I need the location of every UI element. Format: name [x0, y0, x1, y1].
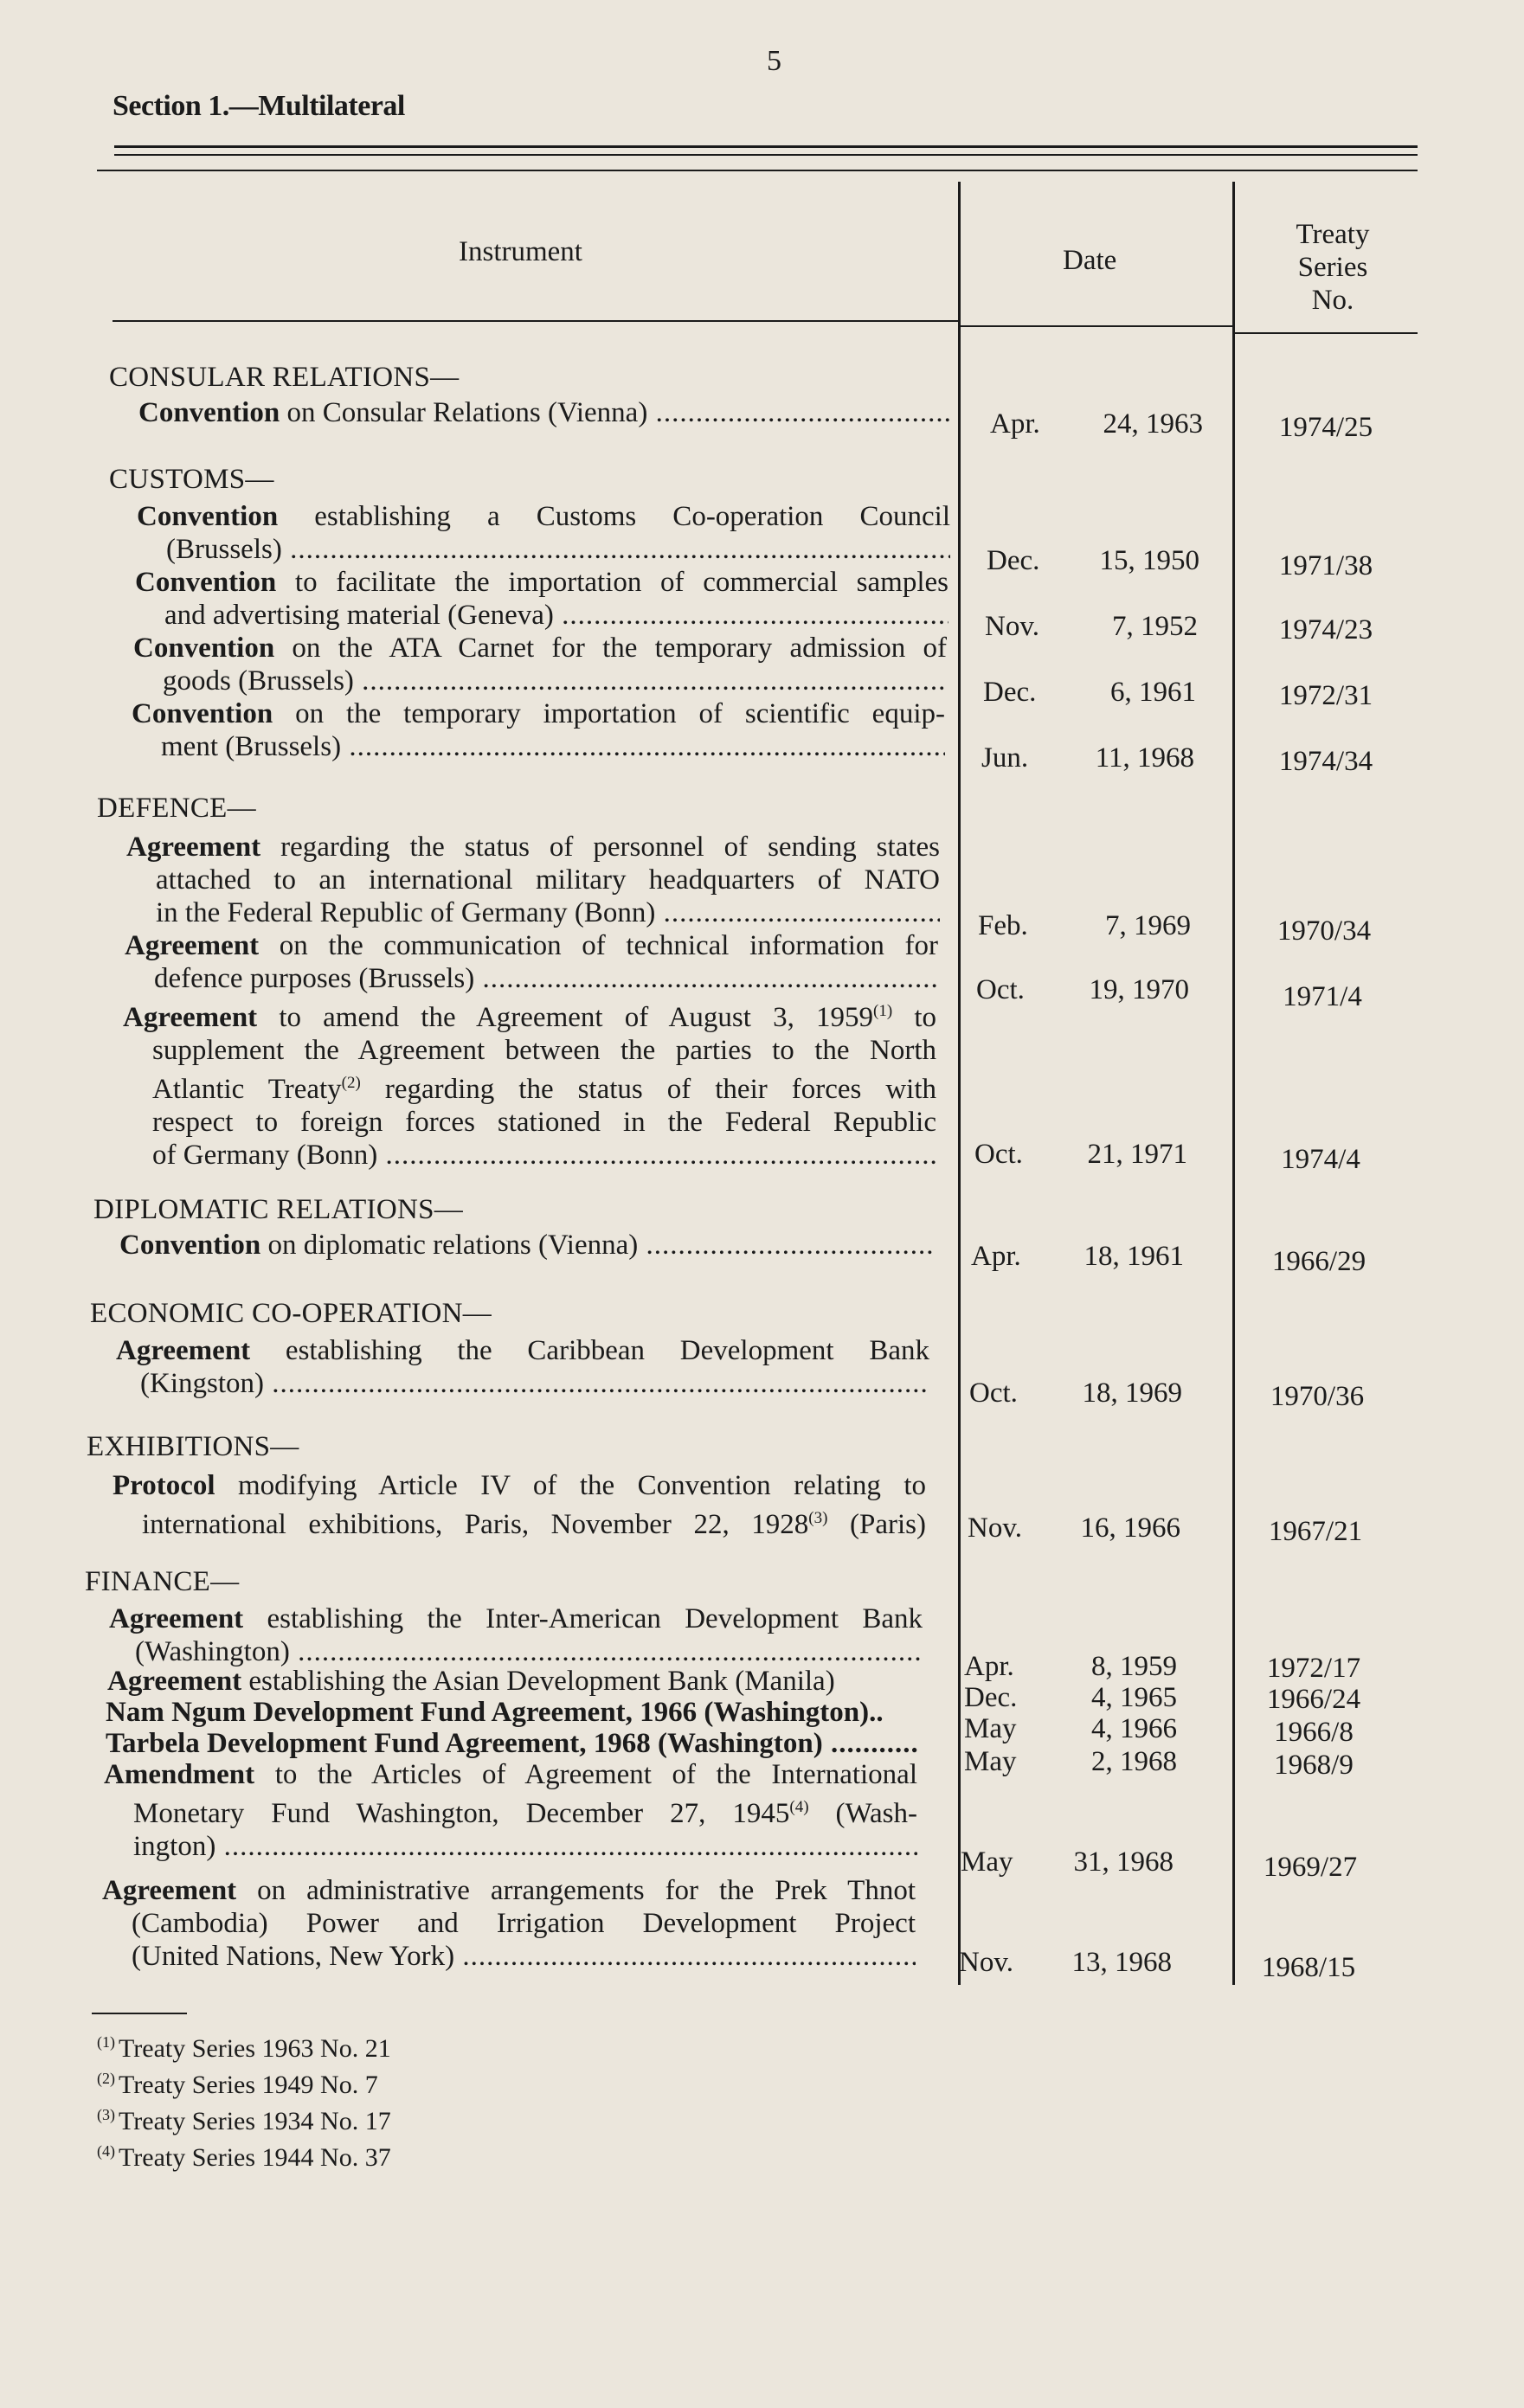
date-cell: Dec. 15, 1950 [987, 545, 1199, 576]
entry-line: Agreement to amend the Agreement of August 3, 1959$^{(1)}$ to [123, 1002, 936, 1033]
entry-ata-carnet [133, 632, 947, 697]
entry-amend-1959-agreement [123, 995, 936, 1172]
date-cell: May 4, 1966 [964, 1713, 1177, 1744]
date-cell: Apr. 24, 1963 [990, 408, 1203, 440]
footnote-ref-1: (1) [873, 1002, 893, 1020]
entry-line: goods (Brussels) ..... [133, 665, 947, 697]
treaty-series-cell: 1971/4 [1283, 981, 1362, 1012]
entry-line: (United Nations, New York) ..... [102, 1940, 916, 1973]
category-economic-cooperation: ECONOMIC CO-OPERATION— [90, 1298, 492, 1329]
footnote-3: $^{(3)}$ Treaty Series 1934 No. 17 [97, 2106, 391, 2135]
treaty-series-cell: 1968/15 [1261, 1952, 1356, 1983]
treaty-series-cell: 1966/8 [1274, 1717, 1354, 1748]
date-cell: May 2, 1968 [964, 1746, 1177, 1777]
treaty-series-cell: 1970/36 [1270, 1381, 1365, 1412]
entry-line: supplement the Agreement between the parties to the North [152, 1035, 936, 1066]
entry-technical-information [125, 929, 938, 995]
entry-line: (Brussels) ..... [137, 533, 950, 566]
entry-line: in the Federal Republic of Germany (Bonn) ..... [126, 896, 940, 929]
entry-line: Convention on the temporary importation of scientific equip- [132, 698, 945, 729]
entry-scientific-equipment [132, 697, 945, 763]
treaty-series-cell: 1974/4 [1281, 1144, 1360, 1175]
date-cell: Oct. 21, 1971 [974, 1139, 1187, 1170]
entry-line: Agreement regarding the status of personnel of sending states [126, 832, 940, 863]
header-rule-ts [1235, 332, 1418, 334]
entry-line: Agreement establishing the Asian Development Bank (Manila) [107, 1666, 835, 1697]
footnote-ref-3: (3) [808, 1509, 828, 1527]
entry-line: Convention establishing a Customs Co-operation Council [137, 501, 950, 532]
entry-line: Agreement establishing the Inter-American Development Bank [109, 1603, 923, 1634]
entry-line: Protocol modifying Article IV of the Convention relating to [113, 1470, 926, 1501]
entry-inter-american-bank [109, 1602, 923, 1668]
treaty-series-cell: 1968/9 [1274, 1750, 1354, 1781]
date-cell: Oct. 18, 1969 [969, 1377, 1182, 1409]
category-customs: CUSTOMS— [109, 464, 274, 495]
entry-line: defence purposes (Brussels) ..... [125, 962, 938, 995]
section-title: Section 1.—Multilateral [113, 90, 405, 122]
top-rule-lower [97, 170, 1418, 171]
header-ts-line1: Treaty [1296, 219, 1370, 250]
footnote-2: $^{(2)}$ Treaty Series 1949 No. 7 [97, 2070, 378, 2099]
entry-line: Convention on Consular Relations (Vienna) ..... [138, 396, 952, 429]
date-cell: Nov. 13, 1968 [959, 1947, 1172, 1978]
category-consular-relations: CONSULAR RELATIONS— [109, 362, 460, 393]
top-rule-thick [114, 145, 1418, 148]
date-cell: Nov. 7, 1952 [985, 611, 1198, 642]
entry-line: Convention to facilitate the importation of commercial samples [135, 567, 948, 598]
entry-line: Tarbela Development Fund Agreement, 1968 (Washington) ..... [106, 1727, 919, 1760]
entry-commercial-samples [135, 566, 948, 632]
treaty-series-cell: 1967/21 [1268, 1516, 1363, 1547]
entry-nato-personnel [126, 831, 940, 929]
date-cell: Dec. 6, 1961 [983, 677, 1196, 708]
footnote-ref-2: (2) [341, 1074, 361, 1092]
footnote-1: $^{(1)}$ Treaty Series 1963 No. 21 [97, 2033, 391, 2063]
entry-line: Amendment to the Articles of Agreement of the International [104, 1759, 917, 1790]
entry-line: ington) ..... [104, 1830, 917, 1863]
entry-line: attached to an international military headquarters of NATO [156, 864, 940, 896]
date-cell: Oct. 19, 1970 [976, 974, 1189, 1005]
entry-line: of Germany (Bonn) ..... [123, 1139, 936, 1172]
entry-line: Agreement on the communication of technical information for [125, 930, 938, 961]
entry-customs-council [137, 500, 950, 566]
footnote-4: $^{(4)}$ Treaty Series 1944 No. 37 [97, 2142, 391, 2172]
header-rule-instrument [113, 320, 958, 322]
entry-line: and advertising material (Geneva) ..... [135, 599, 948, 632]
treaty-series-cell: 1972/17 [1266, 1653, 1361, 1684]
entry-line: Agreement establishing the Caribbean Development Bank [116, 1335, 929, 1366]
entry-prek-thnot [102, 1874, 916, 1973]
header-treaty-series [1272, 218, 1393, 317]
entry-line: Agreement on administrative arrangements for the Prek Thnot [102, 1875, 916, 1906]
date-cell: May 31, 1968 [961, 1846, 1174, 1878]
category-defence: DEFENCE— [97, 793, 256, 824]
treaty-series-cell: 1972/31 [1278, 680, 1373, 711]
footnote-ref-4: (4) [789, 1798, 809, 1816]
treaty-series-cell: 1966/29 [1271, 1246, 1366, 1277]
entry-line: Atlantic Treaty$^{(2)}$ regarding the status of their forces with [152, 1074, 936, 1105]
header-date: Date [1063, 245, 1117, 276]
entry-line: Monetary Fund Washington, December 27, 1945$^{(4)}$ (Wash- [133, 1798, 917, 1829]
entry-line: (Kingston) ..... [116, 1367, 929, 1400]
entry-vienna-consular [138, 396, 952, 429]
entry-tarbela-fund [106, 1727, 919, 1760]
entry-line: international exhibitions, Paris, November 22, 1928$^{(3)}$ (Paris) [142, 1509, 926, 1540]
entry-line: (Washington) ..... [109, 1635, 923, 1668]
footnote-rule [92, 2013, 187, 2014]
date-cell: Apr. 8, 1959 [964, 1651, 1177, 1682]
entry-asian-bank [107, 1665, 921, 1698]
treaty-series-cell: 1974/34 [1278, 746, 1373, 777]
treaty-series-cell: 1974/25 [1278, 412, 1373, 443]
header-rule-date [961, 325, 1232, 327]
entry-line: (Cambodia) Power and Irrigation Development Project [132, 1908, 916, 1939]
treaty-series-cell: 1971/38 [1278, 550, 1373, 581]
date-cell: Feb. 7, 1969 [978, 910, 1191, 941]
entry-nam-ngum-fund [106, 1696, 919, 1729]
entry-caribbean-bank [116, 1334, 929, 1400]
date-cell: Jun. 11, 1968 [981, 742, 1194, 774]
entry-exhibitions-protocol [113, 1469, 926, 1541]
column-rule-date [958, 182, 961, 1985]
treaty-series-cell: 1974/23 [1278, 614, 1373, 645]
treaty-series-cell: 1970/34 [1276, 915, 1372, 947]
category-finance: FINANCE— [85, 1566, 240, 1597]
entry-line: Convention on the ATA Carnet for the temporary admission of [133, 633, 947, 664]
entry-line: Nam Ngum Development Fund Agreement, 1966 (Washington).. [106, 1697, 884, 1728]
header-ts-line3: No. [1311, 285, 1354, 316]
entry-imf-amendment [104, 1758, 917, 1863]
entry-diplomatic-vienna [119, 1229, 933, 1262]
category-exhibitions: EXHIBITIONS— [87, 1431, 299, 1462]
top-rule-thin [114, 154, 1418, 156]
category-diplomatic-relations: DIPLOMATIC RELATIONS— [93, 1194, 464, 1225]
treaty-series-cell: 1969/27 [1263, 1852, 1358, 1883]
treaty-series-cell: 1966/24 [1266, 1684, 1361, 1715]
date-cell: Dec. 4, 1965 [964, 1682, 1177, 1713]
header-ts-line2: Series [1297, 252, 1368, 283]
date-cell: Nov. 16, 1966 [968, 1512, 1180, 1544]
entry-line: Convention on diplomatic relations (Vienna) ..... [119, 1229, 933, 1262]
entry-line: respect to foreign forces stationed in the Federal Republic [152, 1107, 936, 1138]
page-number: 5 [767, 45, 781, 77]
entry-line: ment (Brussels) ..... [132, 730, 945, 763]
header-instrument: Instrument [459, 236, 582, 267]
date-cell: Apr. 18, 1961 [971, 1241, 1184, 1272]
